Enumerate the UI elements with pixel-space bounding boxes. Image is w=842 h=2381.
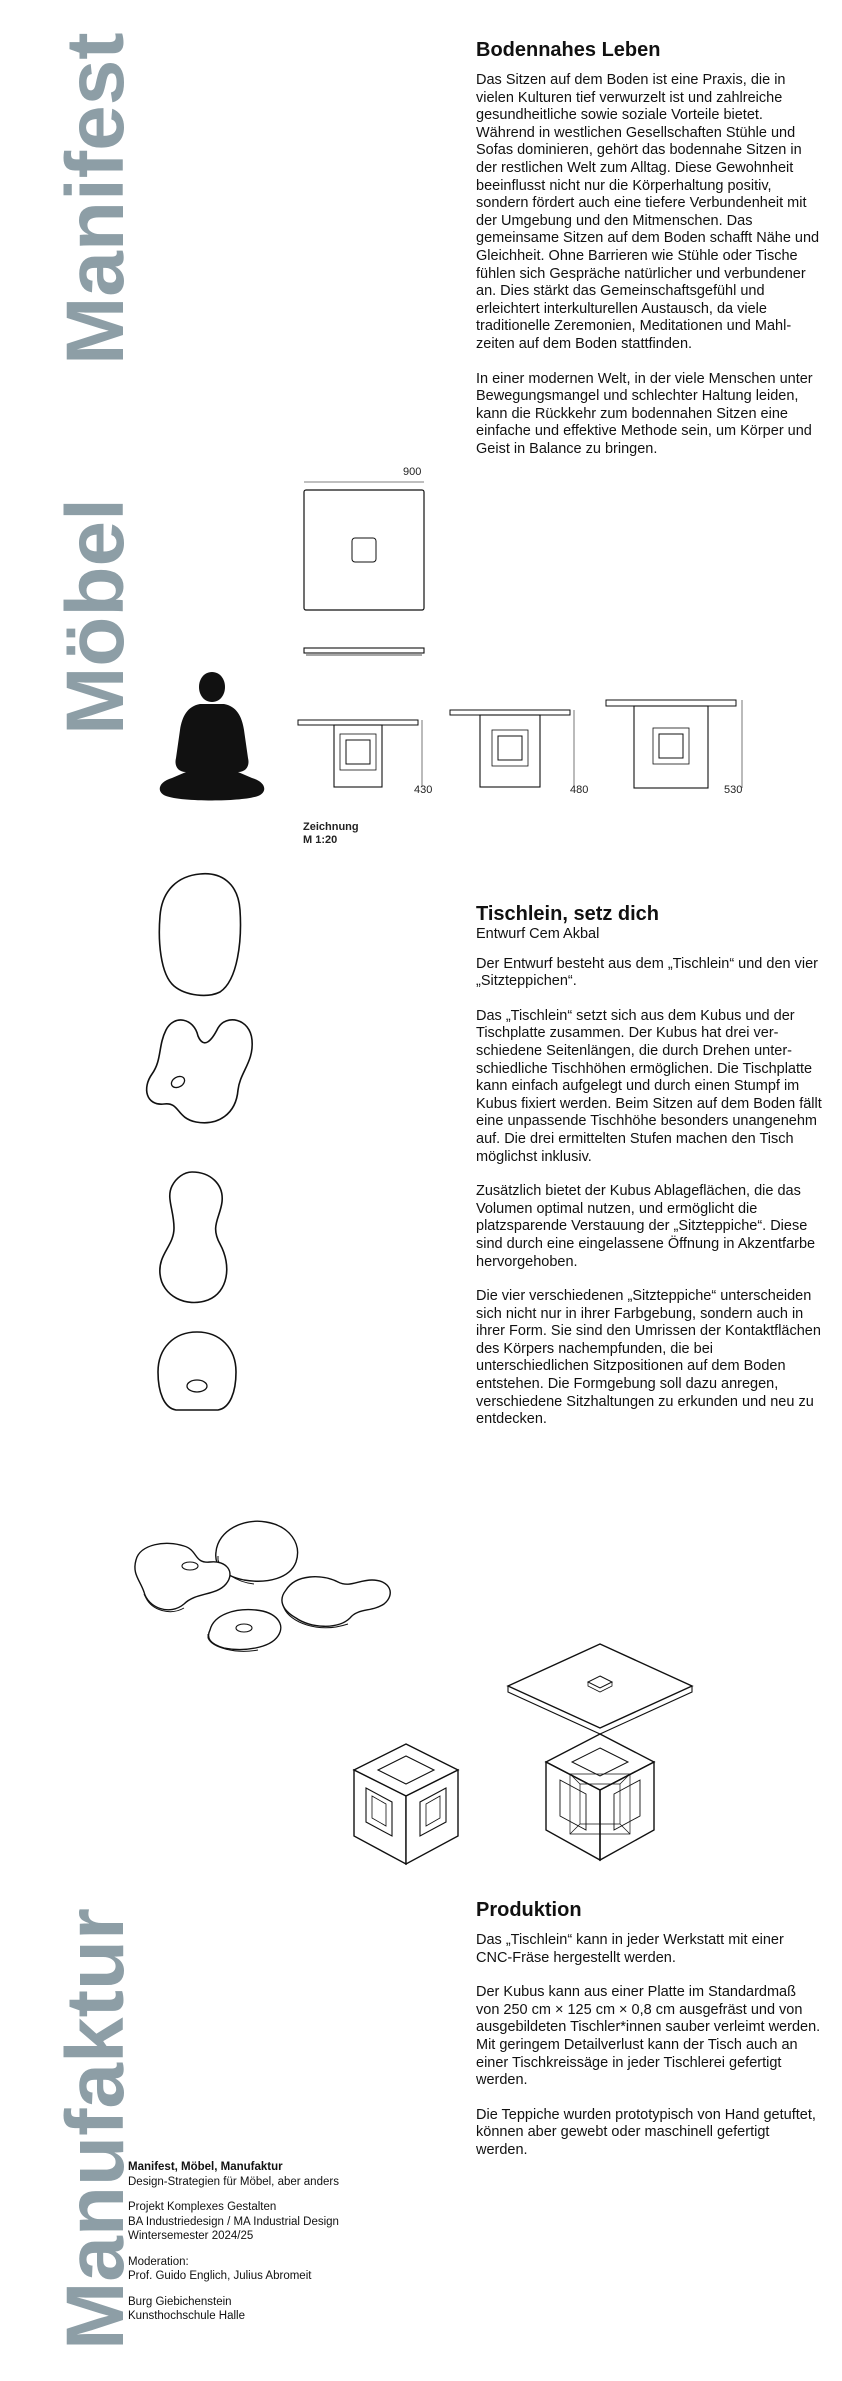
side-view-height-480 <box>448 708 578 800</box>
section-bodennahes-leben <box>476 38 822 475</box>
section-heading: Tischlein, setz dich <box>476 903 660 925</box>
dimension-height-480: 480 <box>570 784 589 796</box>
paragraph: Das „Tischlein“ setzt sich aus dem Kubus und der Tischplatte zusammen. Der Kubus hat drei verschiedene Seitenlängen, die durch Drehen unterschiedliche Tischhöhen ermöglichen. Die Tischplatte kann einfach aufgelegt und durch einen Stumpf im Kubus fixiert werden. Beim Sitzen auf dem Boden fällt eine unpassende Tischhöhe besonders unangenehm auf. Die drei ermittelten Stufen machen den Tisch möglichst inklusiv. <box>476 1007 822 1165</box>
colophon-semester: Wintersemester 2024/25 <box>128 2230 254 2242</box>
dimension-height-530: 530 <box>724 784 743 796</box>
section-tischlein <box>476 902 822 1446</box>
colophon-title: Manifest, Möbel, Manufaktur <box>128 2161 283 2173</box>
isometric-cube-xray <box>540 1730 660 1870</box>
paragraph: Zusätzlich bietet der Kubus Ablageflächen, die das Volumen optimal nutzen, und ermöglicht die platzsparende Verstauung der „Sitzteppiche“. Diese sind durch eine eingelassene Öffnung in Akzentfarbe hervorgehoben. <box>476 1183 816 1270</box>
colophon-project: Projekt Komplexes Gestalten <box>128 2201 277 2213</box>
dimension-height-430: 430 <box>414 784 433 796</box>
colophon-subtitle: Design-Strategien für Möbel, aber anders <box>128 2175 339 2188</box>
isometric-cube <box>348 1740 464 1872</box>
section-produktion <box>476 1898 822 2177</box>
drawing-caption-line2: M 1:20 <box>303 834 338 846</box>
colophon-program: BA Industriedesign / MA Industrial Design <box>128 2215 339 2228</box>
side-title-moebel: Möbel <box>50 498 141 735</box>
paragraph: Der Entwurf besteht aus dem „Tischlein“ und den vier „Sitzteppichen“. <box>476 955 818 990</box>
seated-person-silhouette <box>152 668 272 808</box>
colophon <box>128 2160 339 2335</box>
paragraph: Die vier verschiedenen „Sitzteppiche“ unterscheiden sich nicht nur in ihrer Farbgebung, sondern auch in ihrer Form. Sie sind den Umrissen der Kontaktflächen des Körpers nachempfunden, die bei unterschiedlichen Sitzpositionen auf dem Boden entstehen. Die Formgebung soll dazu anregen, verschiedene Sitzhaltungen zu erkunden und neu zu entdecken. <box>476 1288 821 1428</box>
section-subtitle: Entwurf Cem Akbal <box>476 926 600 942</box>
colophon-moderators: Prof. Guido Englich, Julius Abromeit <box>128 2270 312 2282</box>
rug-outline-round <box>154 1328 240 1414</box>
side-title-manufaktur: Manufaktur <box>50 1908 141 2350</box>
side-title-manifest: Manifest <box>50 32 141 365</box>
paragraph: Der Kubus kann aus einer Platte im Standardmaß von 250 cm × 125 cm × 0,8 cm ausgefräst und von ausgebildeten Tischler*innen sauber verleimt werden. Mit geringem Detailverlust kann der Tisch auch an einer Tischkreissäge in jeder Tischlerei gefertigt werden. <box>476 1984 821 2089</box>
colophon-moderation-label: Moderation: <box>128 2255 189 2268</box>
colophon-school-2: Kunsthochschule Halle <box>128 2310 245 2322</box>
paragraph: Das „Tischlein“ kann in jeder Werkstatt mit einer CNC-Fräse hergestellt werden. <box>476 1932 784 1966</box>
drawing-caption <box>303 821 359 847</box>
rug-outline-blob <box>140 1010 260 1132</box>
drawing-caption-line1: Zeichnung <box>303 821 359 833</box>
table-top-view-drawing <box>296 478 436 668</box>
rug-outline-oval <box>150 870 250 1000</box>
paragraph: In einer modernen Welt, in der viele Menschen unter Bewegungsmangel und schlechter Haltung leiden, kann die Rückkehr zum bodennahen Sitzen eine einfache und effektive Methode sein, um Körper und Geist in Balance zu bringen. <box>476 370 813 457</box>
colophon-school-1: Burg Giebichenstein <box>128 2295 232 2308</box>
paragraph: Das Sitzen auf dem Boden ist eine Praxis, die in vielen Kulturen tief verwurzelt ist und zahlreiche gesundheitliche sowie soziale Vorteile bietet. Während in westlichen Gesellschaften Stühle und Sofas dominieren, gehört das bodennahe Sitzen in der restlichen Welt zum Alltag. Diese Gewohnheit beeinflusst nicht nur die Körperhaltung positiv, sondern fördert auch eine tiefere Verbundenheit mit der Umgebung und den Mitmenschen. Das gemeinsame Sitzen auf dem Boden schafft Nähe und Gleichheit. Ohne Barrieren wie Stühle oder Tische fühlen sich Gespräche natürlicher und verbundener an. Dies stärkt das Gemeinschaftsgefühl und erleichtert interkulturellen Austausch, da viele traditionelle Zeremonien, Meditationen und Mahlzeiten auf dem Boden stattfinden. <box>476 72 820 352</box>
paragraph: Die Teppiche wurden prototypisch von Hand getuftet, können aber gewebt oder maschinell gefertigt werden. <box>476 2106 816 2158</box>
isometric-rugs-illustration <box>126 1500 456 1680</box>
section-heading: Bodennahes Leben <box>476 39 661 61</box>
dimension-width-label: 900 <box>403 466 422 478</box>
section-heading: Produktion <box>476 1899 582 1921</box>
side-view-height-430 <box>296 718 426 798</box>
rug-outline-kidney <box>152 1168 242 1308</box>
